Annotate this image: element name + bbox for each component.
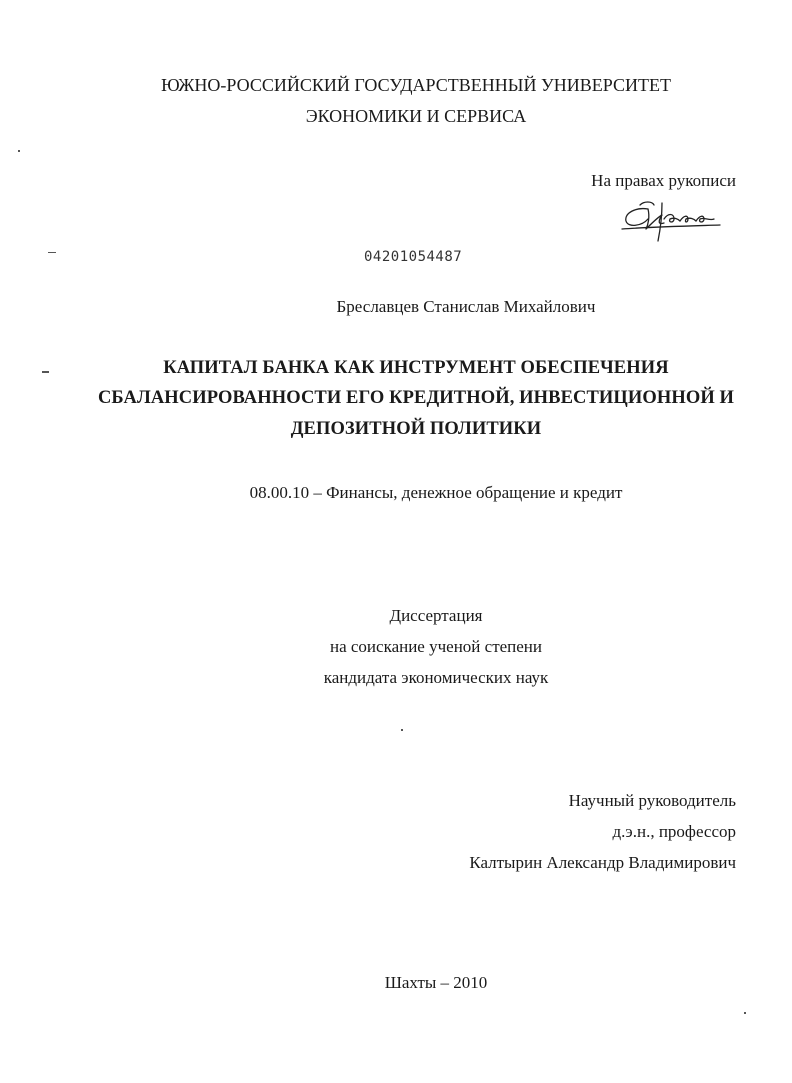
supervisor-rank: д.э.н., профессор <box>612 822 736 841</box>
scan-speck <box>42 371 49 373</box>
specialty: 08.00.10 – Финансы, денежное обращение и кредит <box>249 483 623 502</box>
scan-speck <box>401 729 403 731</box>
degree-line-2: на соискание ученой степени <box>329 637 543 656</box>
scan-speck <box>18 150 20 152</box>
university-name-line-1: ЮЖНО-РОССИЙСКИЙ ГОСУДАРСТВЕННЫЙ УНИВЕРСИТЕТ <box>161 75 671 95</box>
supervisor-label: Научный руководитель <box>568 791 736 810</box>
title-line-1: КАПИТАЛ БАНКА КАК ИНСТРУМЕНТ ОБЕСПЕЧЕНИЯ <box>163 358 669 378</box>
title-line-2: СБАЛАНСИРОВАННОСТИ ЕГО КРЕДИТНОЙ, ИНВЕСТИЦИОННОЙ И <box>97 388 735 408</box>
degree-line-3: кандидата экономических наук <box>323 668 549 687</box>
university-name-line-2: ЭКОНОМИКИ И СЕРВИСА <box>305 106 527 126</box>
author-name: Бреславцев Станислав Михайлович <box>336 297 596 316</box>
signature-icon <box>618 195 728 245</box>
scan-speck <box>48 252 56 253</box>
supervisor-name: Калтырин Александр Владимирович <box>469 853 736 872</box>
degree-line-1: Диссертация <box>389 606 483 625</box>
scan-speck <box>744 1012 746 1014</box>
serial-number: 04201054487 <box>364 249 463 265</box>
manuscript-note: На правах рукописи <box>591 171 736 190</box>
title-line-3: ДЕПОЗИТНОЙ ПОЛИТИКИ <box>290 419 542 439</box>
place-year: Шахты – 2010 <box>384 973 488 992</box>
